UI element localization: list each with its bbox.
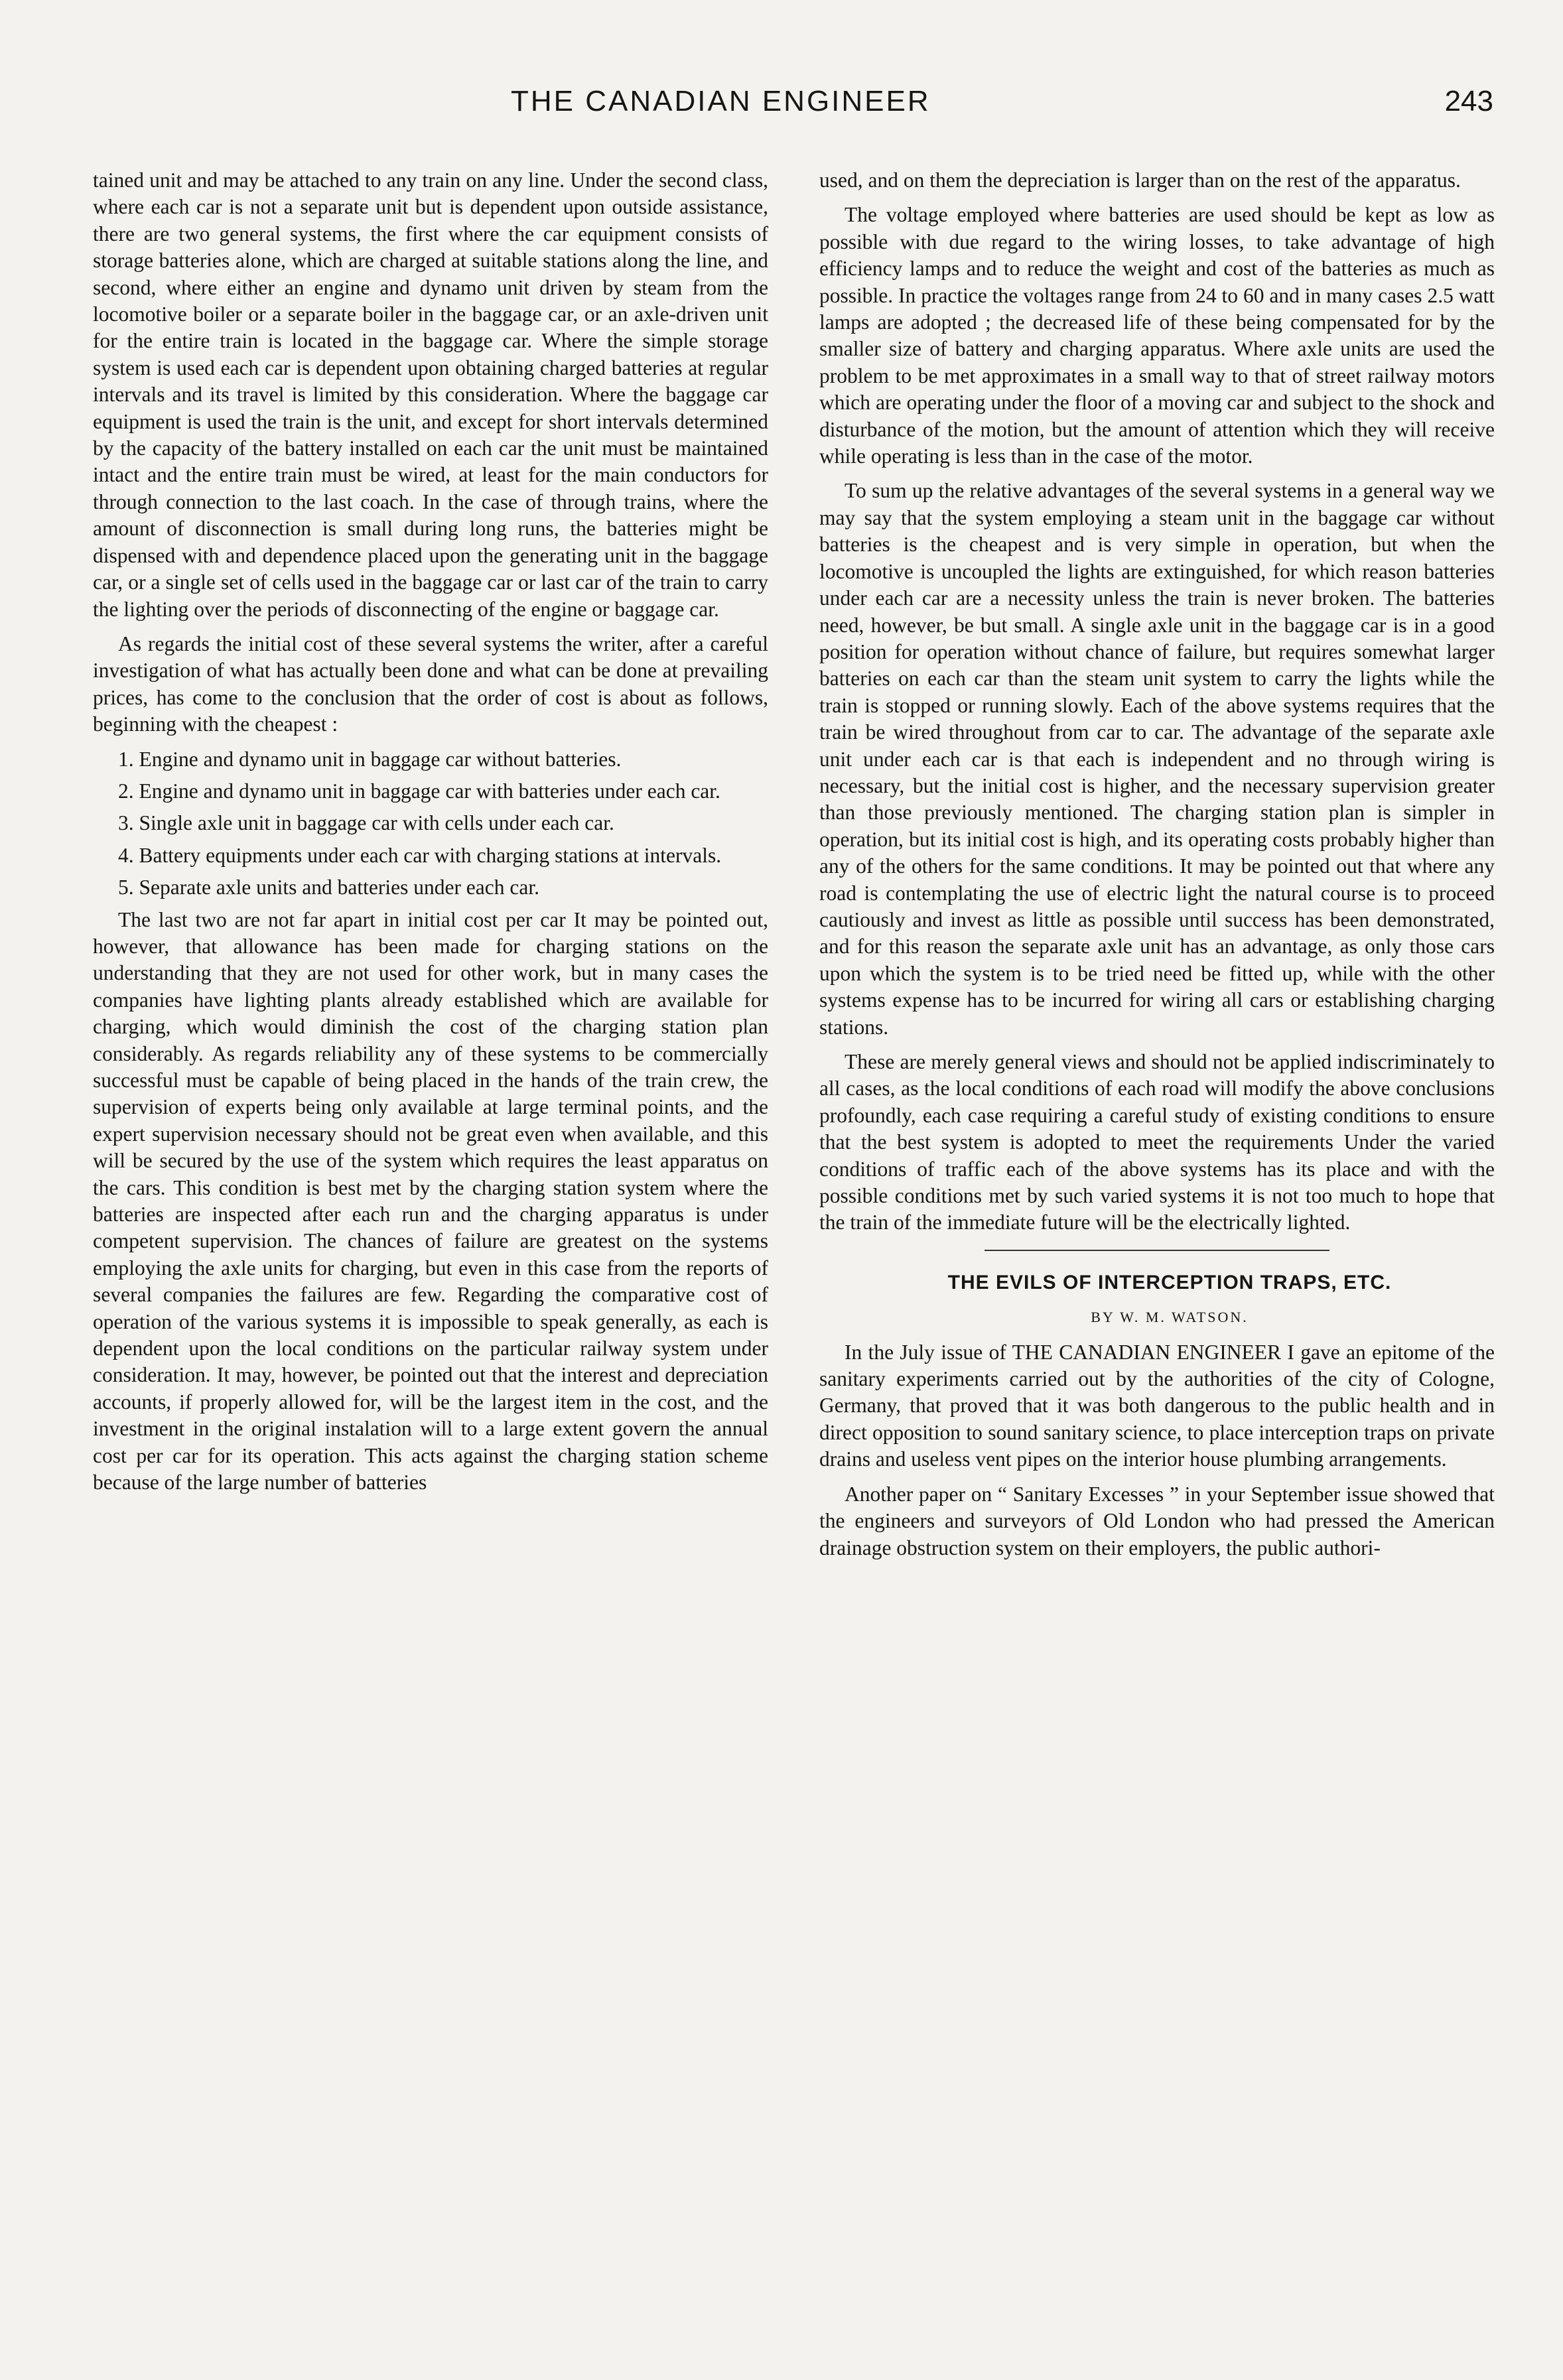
body-paragraph: These are merely general views and should not be applied indiscriminately to all cases, as the local conditions of each road will modify the above conclusions profoundly, each case requiring a careful study of existing conditions to ensure that the best system is adopted to meet the requirements Under the varied conditions of traffic each of the above systems has its place and with the possible conditions met by such varied systems it is not too much to hope that the train of the immediate future will be the electrically lighted. [819,1050,1495,1234]
right-column [819,167,1495,1569]
body-paragraph: used, and on them the depreciation is larger than on the rest of the apparatus. [819,168,1461,192]
running-head [0,85,1563,138]
cost-list-item: 1. Engine and dynamo unit in baggage car without batteries. [118,747,622,771]
cost-list-item: 2. Engine and dynamo unit in baggage car with batteries under each car. [118,779,720,803]
cost-list-item: 3. Single axle unit in baggage car with cells under each car. [118,811,614,835]
page-number: 243 [1444,85,1493,117]
body-paragraph: The last two are not far apart in initial cost per car It may be pointed out, however, that allowance has been made for charging stations on the understanding that they are not used for other work, but in many cases the companies have lighting plants already established which are available for charging, which would diminish the cost of the charging station plan considerably. As regards reliability any of these systems to be commercially successful must be capable of being placed in the hands of the train crew, the supervision of experts being only available at large terminal points, and the expert supervision necessary should not be great even when available, and this will be secured by the use of the system which requires the least apparatus on the cars. This condition is best met by the charging station system where the batteries are inspected after each run and the charging apparatus is under competent supervision. The chances of failure are greatest on the systems employing the axle units for charging, but even in this case from the reports of several companies the failures are few. Regarding the comparative cost of operation of the various systems it is impossible to speak generally, as each is dependent upon the local conditions on the particular railway system under consideration. It may, however, be pointed out that the interest and depreciation accounts, if properly allowed for, will be the largest item in the cost, and the investment in the original instalation will to a large extent govern the annual cost per car for its operation. This acts against the charging station scheme because of the large number of batteries [93,907,768,1494]
cost-list-item: 4. Battery equipments under each car with charging stations at intervals. [118,843,722,867]
body-paragraph: Another paper on “ Sanitary Excesses ” in your September issue showed that the engineers and surveyors of Old London who had pressed the American drainage obstruction system on their employers, the public authori- [819,1482,1495,1559]
body-paragraph: As regards the initial cost of these several systems the writer, after a careful investigation of what has actually been done and what can be done at prevailing prices, has come to the conclusion that the order of cost is about as follows, beginning with the cheapest : [93,631,768,736]
body-paragraph: The voltage employed where batteries are used should be kept as low as possible with due regard to the wiring losses, to take advantage of high efficiency lamps and to reduce the weight and cost of the batteries as much as possible. In practice the voltages range from 24 to 60 and in many cases 2.5 watt lamps are adopted ; the decreased life of these being compensated for by the smaller size of battery and charging apparatus. Where axle units are used the problem to be met approximates in a small way to that of street railway motors which are operating under the floor of a moving car and subject to the shock and disturbance of the motion, but the amount of attention which they will receive while operating is less than in the case of the motor. [819,203,1495,468]
body-paragraph: tained unit and may be attached to any train on any line. Under the second class, where each car is not a separate unit but is dependent upon outside assistance, there are two general systems, the first where the car equipment consists of storage batteries alone, which are charged at suitable stations along the line, and second, where either an engine and dynamo unit driven by steam from the locomotive boiler or a separate boiler in the baggage car, or an axle-driven unit for the entire train is located in the baggage car. Where the simple storage system is used each car is dependent upon obtaining charged batteries at regular intervals and its travel is limited by this consideration. Where the baggage car equipment is used the train is the unit, and except for short intervals determined by the capacity of the battery installed on each car the unit must be maintained intact and the entire train must be wired, at least for the main conductors for through connection to the last coach. In the case of through trains, where the amount of disconnection is small during long runs, the batteries might be dispensed with and dependence placed upon the generating unit in the baggage car, or a single set of cells used in the baggage car or last car of the train to carry the lighting over the periods of disconnecting of the engine or baggage car. [93,168,768,621]
body-paragraph: In the July issue of THE CANADIAN ENGINEER I gave an epitome of the sanitary experiments carried out by the authorities of the city of Cologne, Germany, that proved that it was both dangerous to the public health and in direct opposition to sound sanitary science, to place interception traps on private drains and useless vent pipes on the interior house plumbing arrangements. [819,1340,1495,1471]
left-column [93,167,768,1504]
article-byline: BY W. M. WATSON. [1091,1309,1249,1326]
body-paragraph: To sum up the relative advantages of the several systems in a general way we may say that the system employing a steam unit in the baggage car without batteries is the cheapest and is very simple in operation, but when the locomotive is uncoupled the lights are extinguished, for which reason batteries under each car are a necessity unless the train is never broken. The batteries need, however, be but small. A single axle unit in the baggage car is in a good position for operation without chance of failure, but requires somewhat larger batteries on each car than the steam unit system to carry the lights while the train is stopped or running slowly. Each of the above systems requires that the train be wired throughout from car to car. The advantage of the separate axle unit under each car is that each is independent and no through wiring is necessary, but the initial cost is higher, and the necessary supervision greater than those previously mentioned. The charging station plan is simpler in operation, but its initial cost is high, and its operating costs probably higher than any of the others for the same conditions. It may be pointed out that where any road is contemplating the use of electric light the natural course is to proceed cautiously and invest as little as possible until success has been demonstrated, and for this reason the separate axle unit has an advantage, as only those cars upon which the system is to be tried need be fitted up, while with the other systems expense has to be incurred for wiring all cars or establishing charging stations. [819,479,1495,1039]
running-title: THE CANADIAN ENGINEER [511,85,931,117]
article-heading: THE EVILS OF INTERCEPTION TRAPS, ETC. [947,1271,1392,1293]
cost-list-item: 5. Separate axle units and batteries under each car. [118,876,539,899]
section-divider [985,1250,1329,1251]
